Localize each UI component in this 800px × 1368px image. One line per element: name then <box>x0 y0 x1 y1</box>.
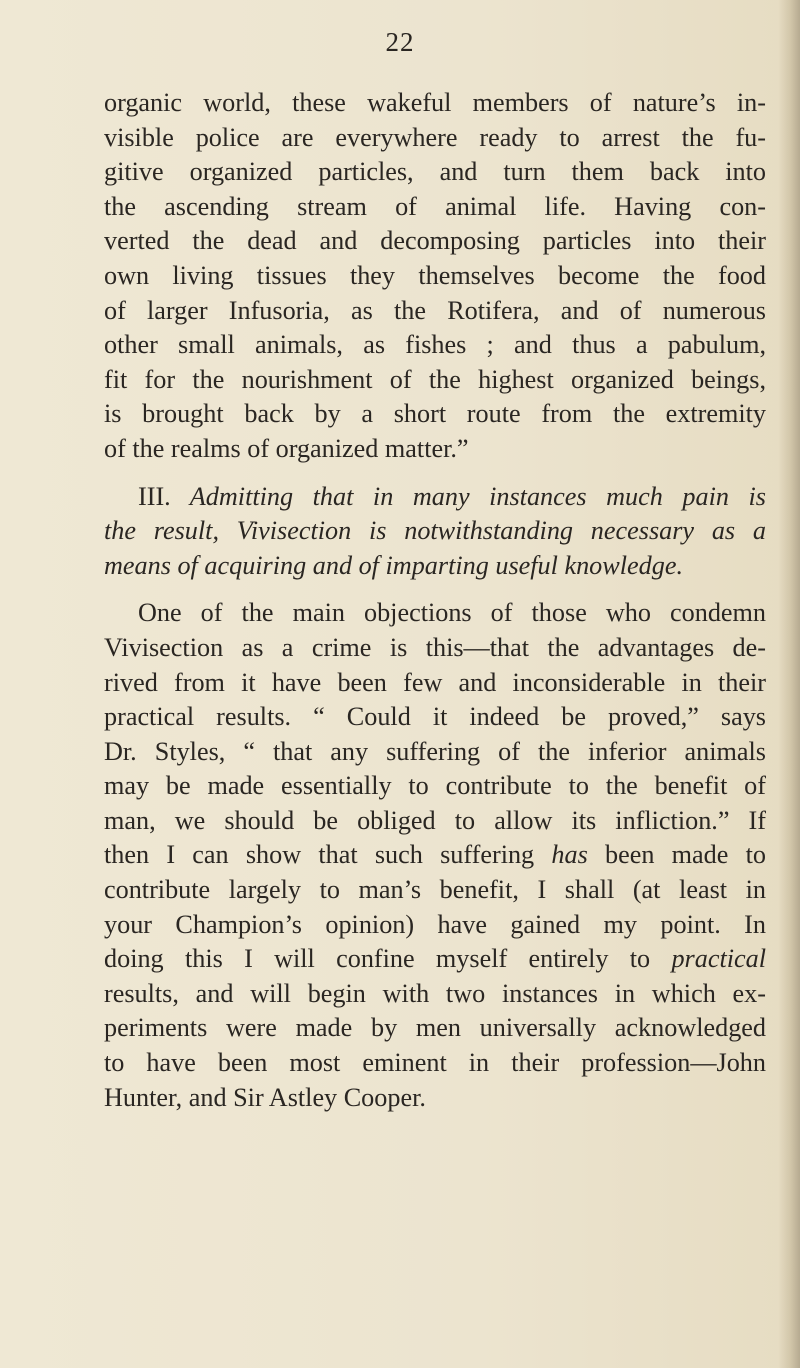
text-line: Hunter, and Sir Astley Cooper. <box>104 1082 426 1112</box>
text-line <box>104 942 766 977</box>
text-line: contribute largely to man’s benefit, I shall (at least in <box>104 875 766 905</box>
text-line: your Champion’s opinion) have gained my point. In <box>104 909 766 939</box>
heading-line: means of acquiring and of imparting useful knowledge. <box>104 550 683 580</box>
heading-line <box>104 480 766 515</box>
emphasis: practical <box>671 944 766 974</box>
text-line: organic world, these wakeful members of nature’s in- <box>104 88 766 117</box>
text-line: periments were made by men universally acknowledged <box>104 1013 766 1043</box>
text-line: of the realms of organized matter.” <box>104 433 469 463</box>
text-line: to have been most eminent in their profession—John <box>104 1048 766 1078</box>
paragraph <box>104 596 766 1115</box>
text-line: verted the dead and decomposing particles into their <box>104 226 766 256</box>
heading-line: the result, Vivisection is notwithstanding necessary as a <box>104 516 766 546</box>
text-line <box>104 838 766 873</box>
text-line: is brought back by a short route from the extremity <box>104 399 766 429</box>
page-gutter-shadow <box>778 0 800 1368</box>
text-line: Dr. Styles, “ that any suffering of the inferior animals <box>104 736 766 766</box>
text-line: gitive organized particles, and turn them back into <box>104 157 766 187</box>
text-line: of larger Infusoria, as the Rotifera, and of numerous <box>104 295 766 325</box>
text-run: doing this I will confine myself entirely to <box>104 944 672 974</box>
text-line: practical results. “ Could it indeed be proved,” says <box>104 702 766 732</box>
section-numeral: III. <box>138 481 171 511</box>
text-line: fit for the nourishment of the highest organized beings, <box>104 364 766 394</box>
text-run: been made to <box>587 840 766 870</box>
text-line: results, and will begin with two instances in which ex- <box>104 978 766 1008</box>
page-number: 22 <box>385 27 415 57</box>
text-line: visible police are everywhere ready to arrest the fu- <box>104 122 766 152</box>
text-line: Vivisection as a crime is this—that the advantages de- <box>104 632 766 662</box>
section-heading <box>104 480 766 584</box>
text-line: the ascending stream of animal life. Having con- <box>104 191 766 221</box>
body-text <box>104 86 766 1115</box>
text-line: other small animals, as fishes ; and thus a pabulum, <box>104 330 766 360</box>
paragraph-continuation <box>104 86 766 467</box>
heading-text: Admitting that in many instances much pain is <box>189 481 766 511</box>
emphasis: has <box>551 840 588 870</box>
text-line: man, we should be obliged to allow its infliction.” If <box>104 805 766 835</box>
text-line: One of the main objections of those who condemn <box>138 598 766 628</box>
text-line: rived from it have been few and inconsiderable in their <box>104 667 766 697</box>
text-line: own living tissues they themselves become the food <box>104 260 766 290</box>
text-line: may be made essentially to contribute to the benefit of <box>104 771 766 801</box>
text-run: then I can show that such suffering <box>104 840 552 870</box>
